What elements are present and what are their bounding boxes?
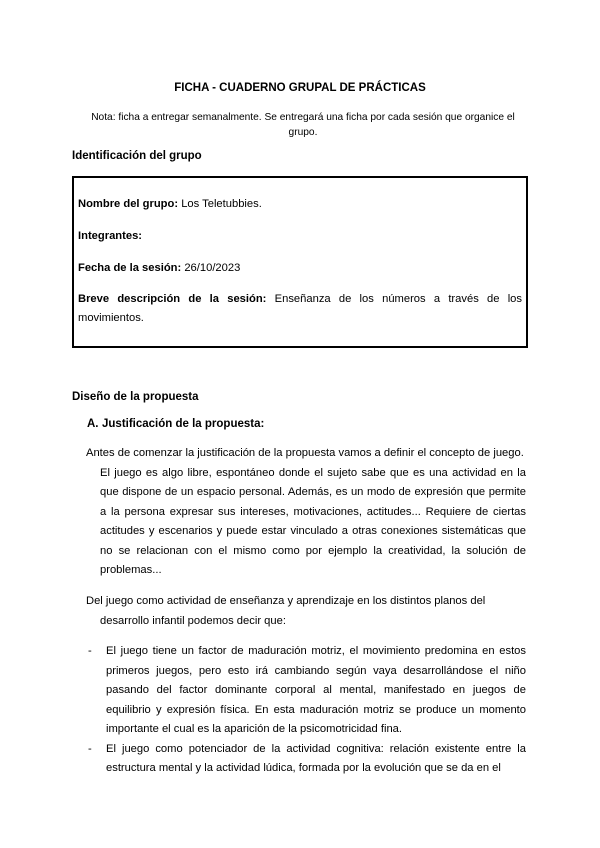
learning-planes-paragraph (86, 592, 526, 631)
game-definition-paragraph (86, 444, 526, 581)
game-factors-list (86, 642, 526, 779)
paragraph-continuation: desarrollo infantil podemos decir que: (100, 614, 286, 627)
bullet-dash: - (88, 645, 92, 657)
list-item (86, 642, 526, 740)
document-note: Nota: ficha a entregar semanalmente. Se entregará una ficha por cada sesión que organice el grupo. (91, 112, 515, 138)
justification-heading-text: Justificación de la propuesta: (102, 418, 265, 430)
justification-heading (87, 418, 264, 430)
session-date-field (78, 262, 240, 274)
group-name-field (78, 198, 262, 210)
paragraph-continuation: El juego es algo libre, espontáneo donde el sujeto sabe que es una actividad en la que dispone de un espacio personal. Además, es un modo de expresión que permite a la persona expresar sus intereses, motivaciones, actitudes... Requiere de ciertas actitudes y escenarios y puede estar vinculado a otras conexiones sistemáticas que no se relacionan con el mismo como por ejemplo la creatividad, la solución de problemas... (100, 466, 526, 576)
session-description-field (78, 290, 522, 328)
justification-marker: A. (87, 418, 99, 430)
document-title: FICHA - CUADERNO GRUPAL DE PRÁCTICAS (174, 82, 426, 94)
group-identification-box (72, 176, 528, 348)
session-date-label: Fecha de la sesión: (78, 262, 182, 274)
group-identification-heading: Identificación del grupo (72, 150, 202, 162)
group-name-value: Los Teletubbies. (181, 198, 262, 210)
bullet-dash: - (88, 742, 92, 755)
members-label: Integrantes: (78, 230, 143, 242)
list-item-text: El juego como potenciador de la actividad cognitiva: relación existente entre la estructura mental y la actividad lúdica, formada por la evolución que se da en el (106, 742, 526, 774)
list-item-text: El juego tiene un factor de maduración motriz, el movimiento predomina en estos primeros juegos, pero esto irá cambiando según vaya desarrollándose el niño pasando del factor dominante corporal al mental, manifestado en juegos de equilibrio y expresión física. En esta maduración motriz se produce un momento importante el cual es la aparición de la psicomotricidad fina. (106, 645, 526, 735)
session-description-label: Breve descripción de la sesión: (78, 293, 267, 305)
paragraph-first-line: Del juego como actividad de enseñanza y aprendizaje en los distintos planos del (86, 595, 486, 607)
members-field (78, 230, 142, 242)
session-date-value: 26/10/2023 (184, 262, 241, 274)
proposal-design-heading: Diseño de la propuesta (72, 391, 199, 403)
list-item (86, 740, 526, 779)
session-description-value: Enseñanza de los números a través de los movimientos. (78, 293, 523, 324)
group-name-label: Nombre del grupo: (78, 198, 179, 210)
paragraph-first-line: Antes de comenzar la justificación de la propuesta vamos a definir el concepto de juego. (86, 447, 524, 459)
